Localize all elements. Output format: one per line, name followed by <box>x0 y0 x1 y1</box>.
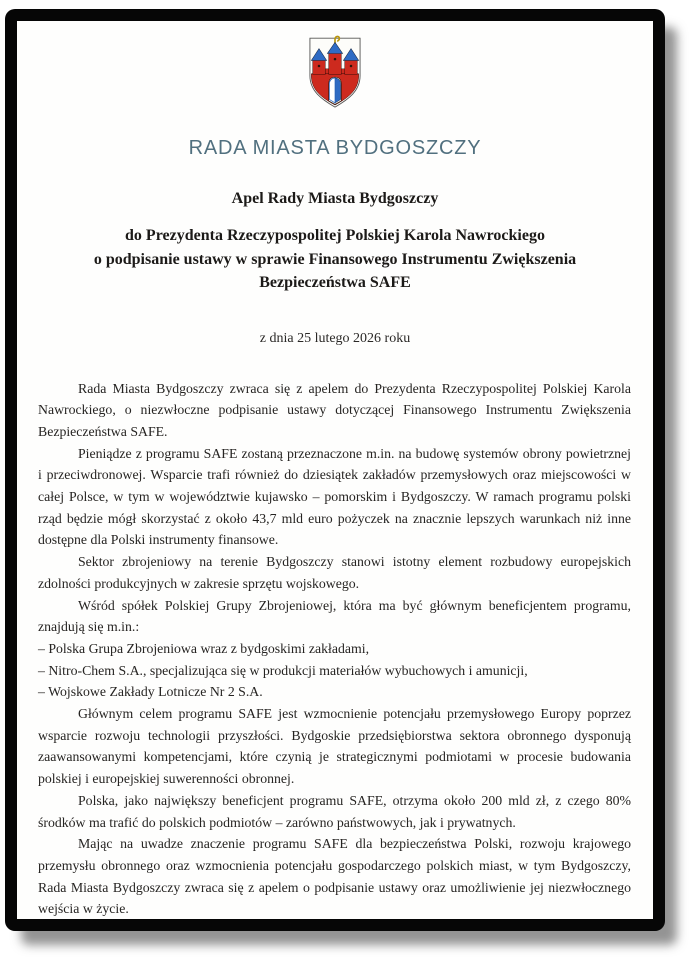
bydgoszcz-coat-of-arms-icon <box>297 34 373 112</box>
subtitle-line: o podpisanie ustawy w sprawie Finansowego Instrumentu Zwiększenia <box>93 250 577 268</box>
list-item: – Wojskowe Zakłady Lotnicze Nr 2 S.A. <box>38 684 263 700</box>
body-paragraph: Rada Miasta Bydgoszczy zwraca się z apelem do Prezydenta Rzeczypospolitej Polskiej Karola Nawrockiego, o niezwłoczne podpisanie ustawy dotyczącej Finansowego Instrumentu Zwiększenia Bezpieczeństwa SAFE. <box>38 380 631 439</box>
body-paragraph: Głównym celem programu SAFE jest wzmocnienie potencjału przemysłowego Europy poprzez wsparcie rozwoju technologii przyszłości. Bydgoskie przedsiębiorstwa sektora obronnego dysponują zaawansowanymi kompetencjami, które czynią je strategicznymi podmiotami w procesie budowania polskiej i europejskiej suwerenności obronnej. <box>38 706 631 787</box>
document-date: z dnia 25 lutego 2026 roku <box>259 330 411 346</box>
document-subtitle <box>17 224 653 295</box>
body-paragraph: Mając na uwadze znaczenie programu SAFE dla bezpieczeństwa Polski, rozwoju krajowego przemysłu obronnego oraz wzmocnienia potencjału gospodarczego polskich miast, w tym Bydgoszczy, Rada Miasta Bydgoszczy zwraca się z apelem o podpisanie ustawy oraz umożliwienie jej niezwłocznego wejścia w życie. <box>38 836 631 917</box>
body-paragraph: Sektor zbrojeniowy na terenie Bydgoszczy stanowi istotny element rozbudowy europejskich zdolności produkcyjnych w zakresie sprzętu wojskowego. <box>38 554 631 591</box>
list-item: – Nitro-Chem S.A., specjalizująca się w produkcji materiałów wybuchowych i amunicji, <box>38 662 528 678</box>
body-paragraph: Wśród spółek Polskiej Grupy Zbrojeniowej, która ma być głównym beneficjentem programu, znajdują się m.in.: <box>38 597 631 635</box>
subtitle-line: do Prezydenta Rzeczypospolitej Polskiej Karola Nawrockiego <box>125 227 545 244</box>
list-item: – Polska Grupa Zbrojeniowa wraz z bydgoskimi zakładami, <box>38 640 370 656</box>
document-page <box>17 21 653 919</box>
document-frame <box>5 9 665 931</box>
org-header: RADA MIASTA BYDGOSZCZY <box>188 137 482 159</box>
subtitle-line: Bezpieczeństwa SAFE <box>259 274 411 291</box>
body-paragraph: Pieniądze z programu SAFE zostaną przeznaczone m.in. na budowę systemów obrony powietrznej i przeciwdronowej. Wsparcie trafi również do dziesiątek zakładów przemysłowych oraz miejscowości w całej Polsce, w tym w województwie kujawsko – pomorskim i Bydgoszczy. W ramach programu polski rząd będzie mógł skorzystać z około 43,7 mld euro pożyczek na znacznie lepszych warunkach niż inne dostępne dla Polski instrumenty finansowe. <box>38 445 631 548</box>
body-paragraph: Polska, jako największy beneficjent programu SAFE, otrzyma około 200 mld zł, z czego 80% środków ma trafić do polskich podmiotów – zarówno państwowych, jak i prywatnych. <box>38 792 631 830</box>
document-title: Apel Rady Miasta Bydgoszczy <box>231 190 439 207</box>
document-body <box>38 378 631 920</box>
